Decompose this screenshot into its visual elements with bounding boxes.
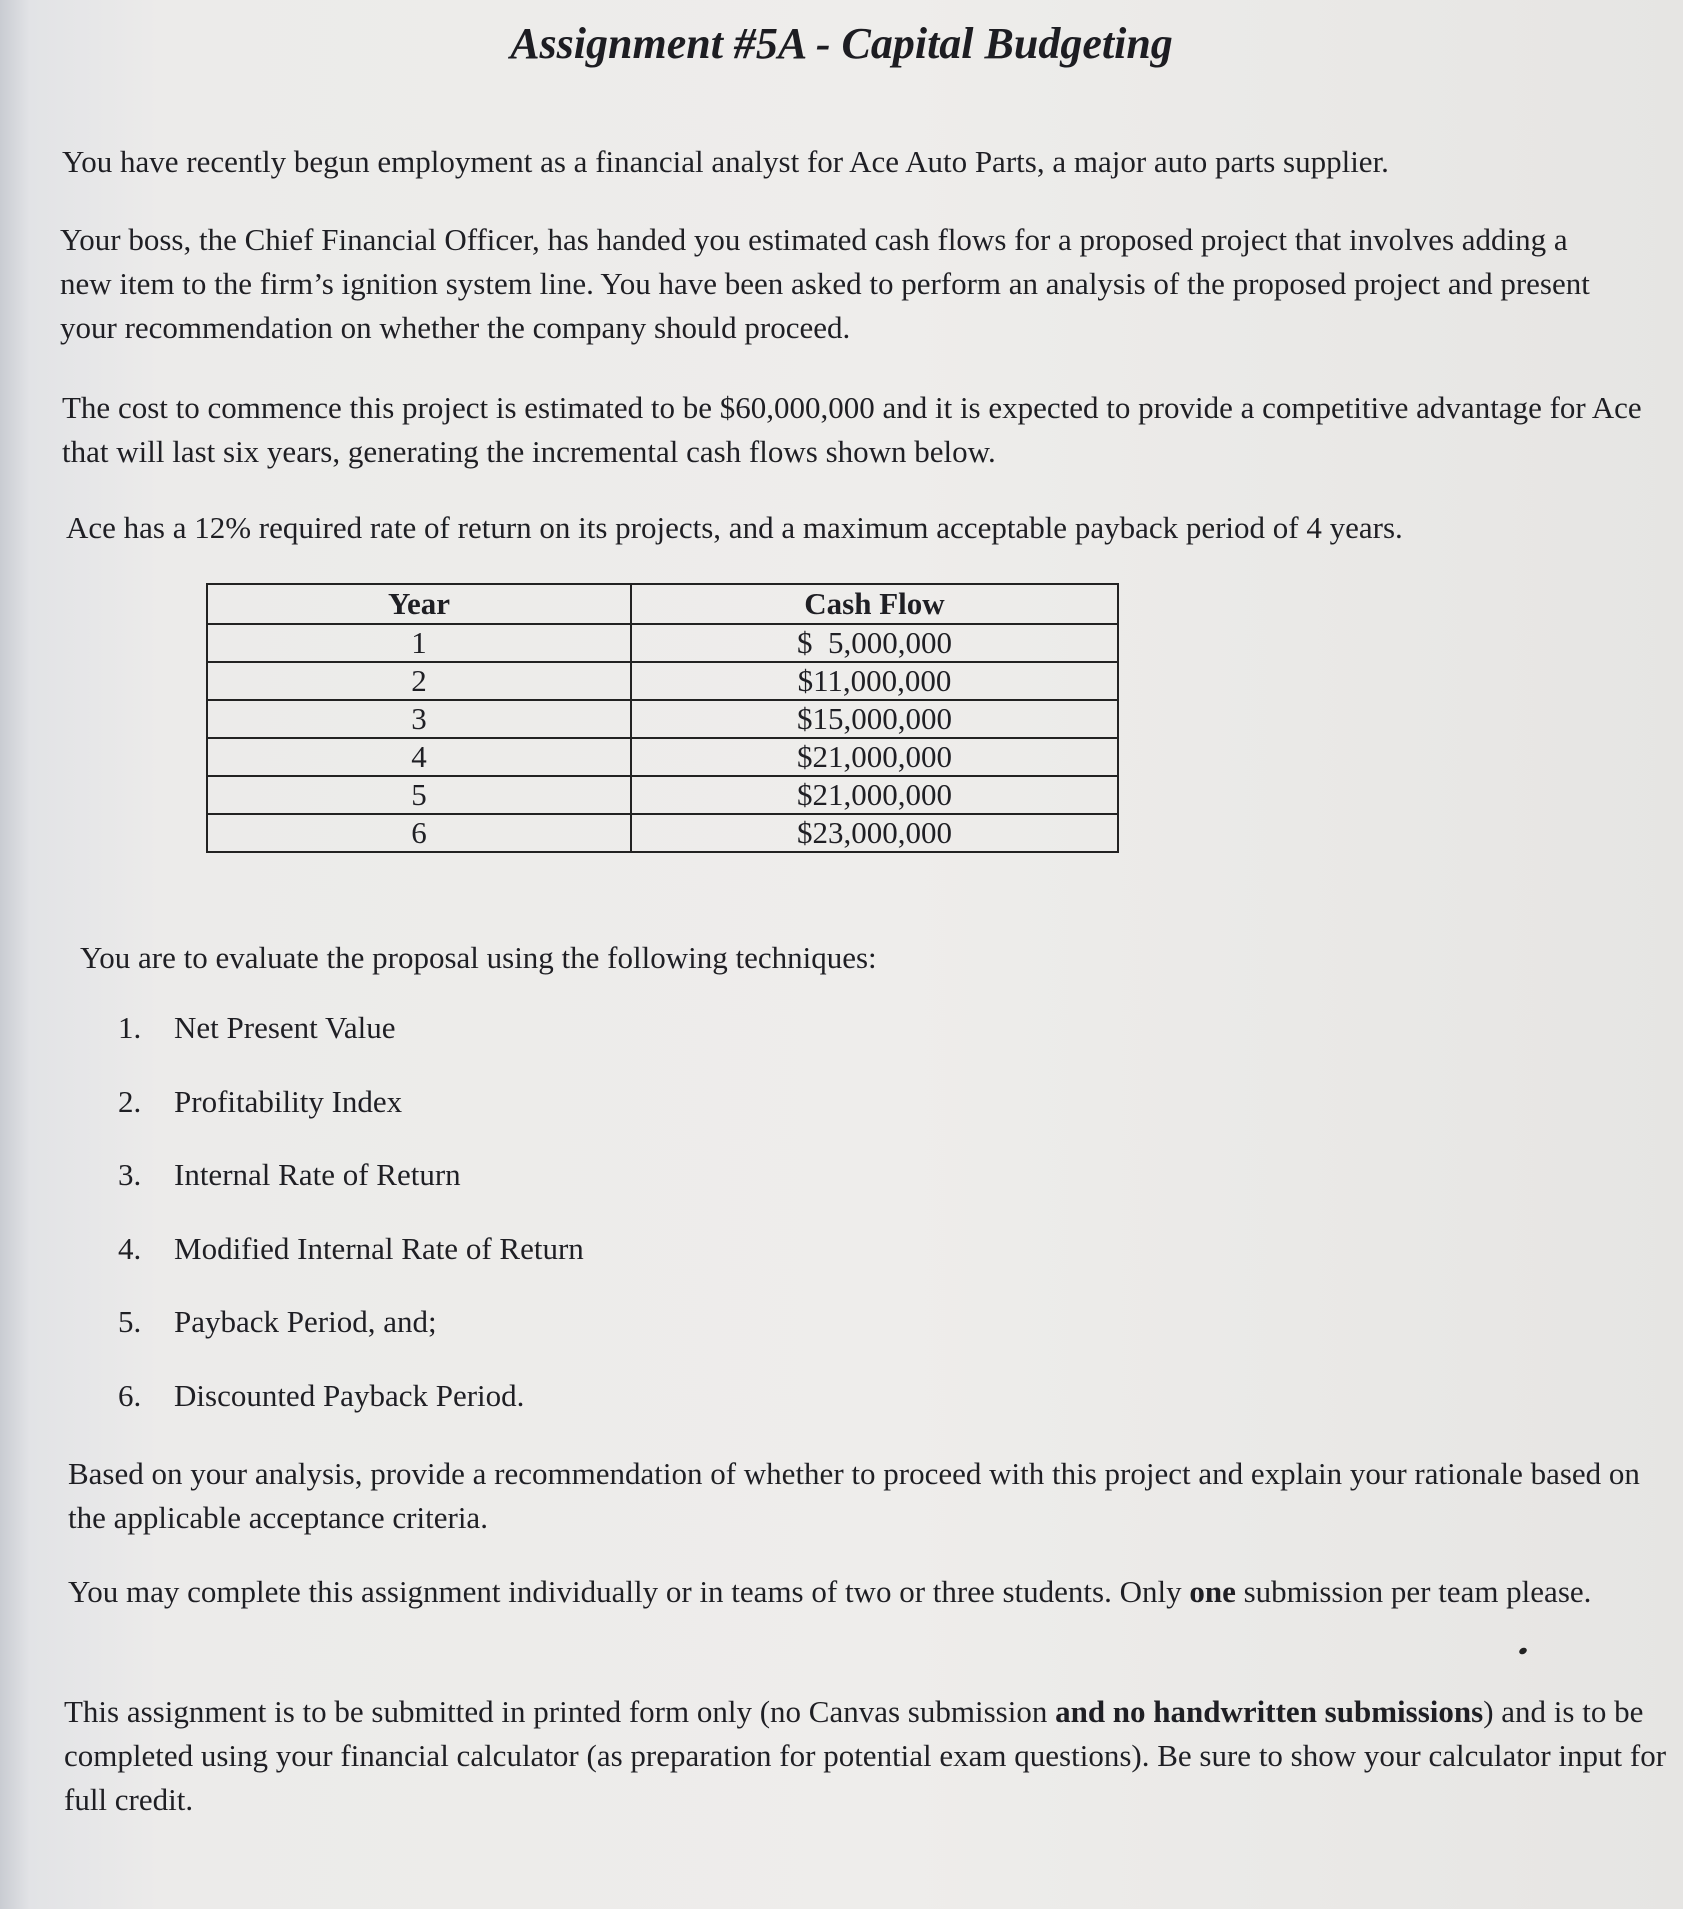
submission-emphasis: and no handwritten submissions	[1055, 1694, 1484, 1729]
list-item	[118, 1227, 584, 1301]
pen-mark	[1518, 1646, 1528, 1655]
submission-paragraph	[64, 1690, 1674, 1822]
year-header: Year	[207, 584, 631, 624]
cash-flow-cell: $23,000,000	[631, 814, 1118, 852]
list-number: 5.	[118, 1304, 142, 1339]
list-number: 4.	[118, 1230, 142, 1266]
teams-text-start: You may complete this assignment individually or in teams of two or three students. Only	[68, 1574, 1190, 1609]
cash-flow-cell: $11,000,000	[631, 662, 1118, 700]
cash-flow-cell: $21,000,000	[631, 738, 1118, 776]
list-label: Net Present Value	[174, 1010, 396, 1045]
table-row	[207, 662, 1118, 700]
year-cell: 4	[207, 738, 631, 776]
boss-paragraph: Your boss, the Chief Financial Officer, has handed you estimated cash flows for a proposed project that involves adding a new item to the firm’s ignition system line. You have been asked to perform an analysis of the proposed project and present your recommendation on whether the company should proceed.	[60, 222, 1590, 345]
list-item	[118, 1300, 584, 1374]
list-label: Internal Rate of Return	[174, 1157, 461, 1192]
cash-flow-cell: $15,000,000	[631, 700, 1118, 738]
table-row	[207, 700, 1118, 738]
intro-paragraph: You have recently begun employment as a financial analyst for Ace Auto Parts, a major auto parts supplier.	[62, 144, 1389, 179]
cost-paragraph: The cost to commence this project is estimated to be $60,000,000 and it is expected to provide a competitive advantage for Ace that will last six years, generating the incremental cash flows shown below.	[62, 390, 1642, 469]
cash-flow-cell: $ 5,000,000	[631, 624, 1118, 662]
table-row	[207, 814, 1118, 852]
list-number: 3.	[118, 1157, 142, 1192]
list-number: 2.	[118, 1083, 142, 1119]
techniques-list	[118, 1006, 584, 1447]
cash-flow-cell: $21,000,000	[631, 776, 1118, 814]
teams-emphasis: one	[1189, 1574, 1236, 1609]
page-title: Assignment #5A - Capital Budgeting	[510, 19, 1173, 68]
list-item	[118, 1374, 584, 1448]
list-number: 6.	[118, 1377, 142, 1413]
year-cell: 3	[207, 700, 631, 738]
list-item	[118, 1153, 584, 1227]
submission-text-end: ) and is to be completed using your financial calculator (as preparation for potential exam questions). Be sure to show your calculator input for full credit.	[64, 1694, 1667, 1817]
year-cell: 1	[207, 624, 631, 662]
evaluate-paragraph: You are to evaluate the proposal using the following techniques:	[80, 940, 877, 975]
year-cell: 2	[207, 662, 631, 700]
table-row	[207, 776, 1118, 814]
teams-paragraph	[68, 1570, 1658, 1614]
list-label: Modified Internal Rate of Return	[174, 1230, 584, 1266]
list-number: 1.	[118, 1010, 142, 1045]
rate-paragraph: Ace has a 12% required rate of return on its projects, and a maximum acceptable payback period of 4 years.	[66, 510, 1403, 545]
table-header-row	[207, 584, 1118, 624]
cash-flow-header: Cash Flow	[631, 584, 1118, 624]
list-label: Discounted Payback Period.	[174, 1377, 525, 1413]
table-row	[207, 624, 1118, 662]
list-item	[118, 1080, 584, 1154]
submission-text-start: This assignment is to be submitted in printed form only (no Canvas submission	[64, 1694, 1056, 1729]
list-label: Profitability Index	[174, 1083, 403, 1119]
year-cell: 6	[207, 814, 631, 852]
recommendation-paragraph: Based on your analysis, provide a recommendation of whether to proceed with this project and explain your rationale based on the applicable acceptance criteria.	[68, 1456, 1640, 1535]
year-cell: 5	[207, 776, 631, 814]
list-label: Payback Period, and;	[174, 1304, 437, 1339]
table-row	[207, 738, 1118, 776]
list-item	[118, 1006, 584, 1080]
teams-text-end: submission per team please.	[1235, 1574, 1592, 1609]
cash-flow-table	[206, 583, 1119, 853]
